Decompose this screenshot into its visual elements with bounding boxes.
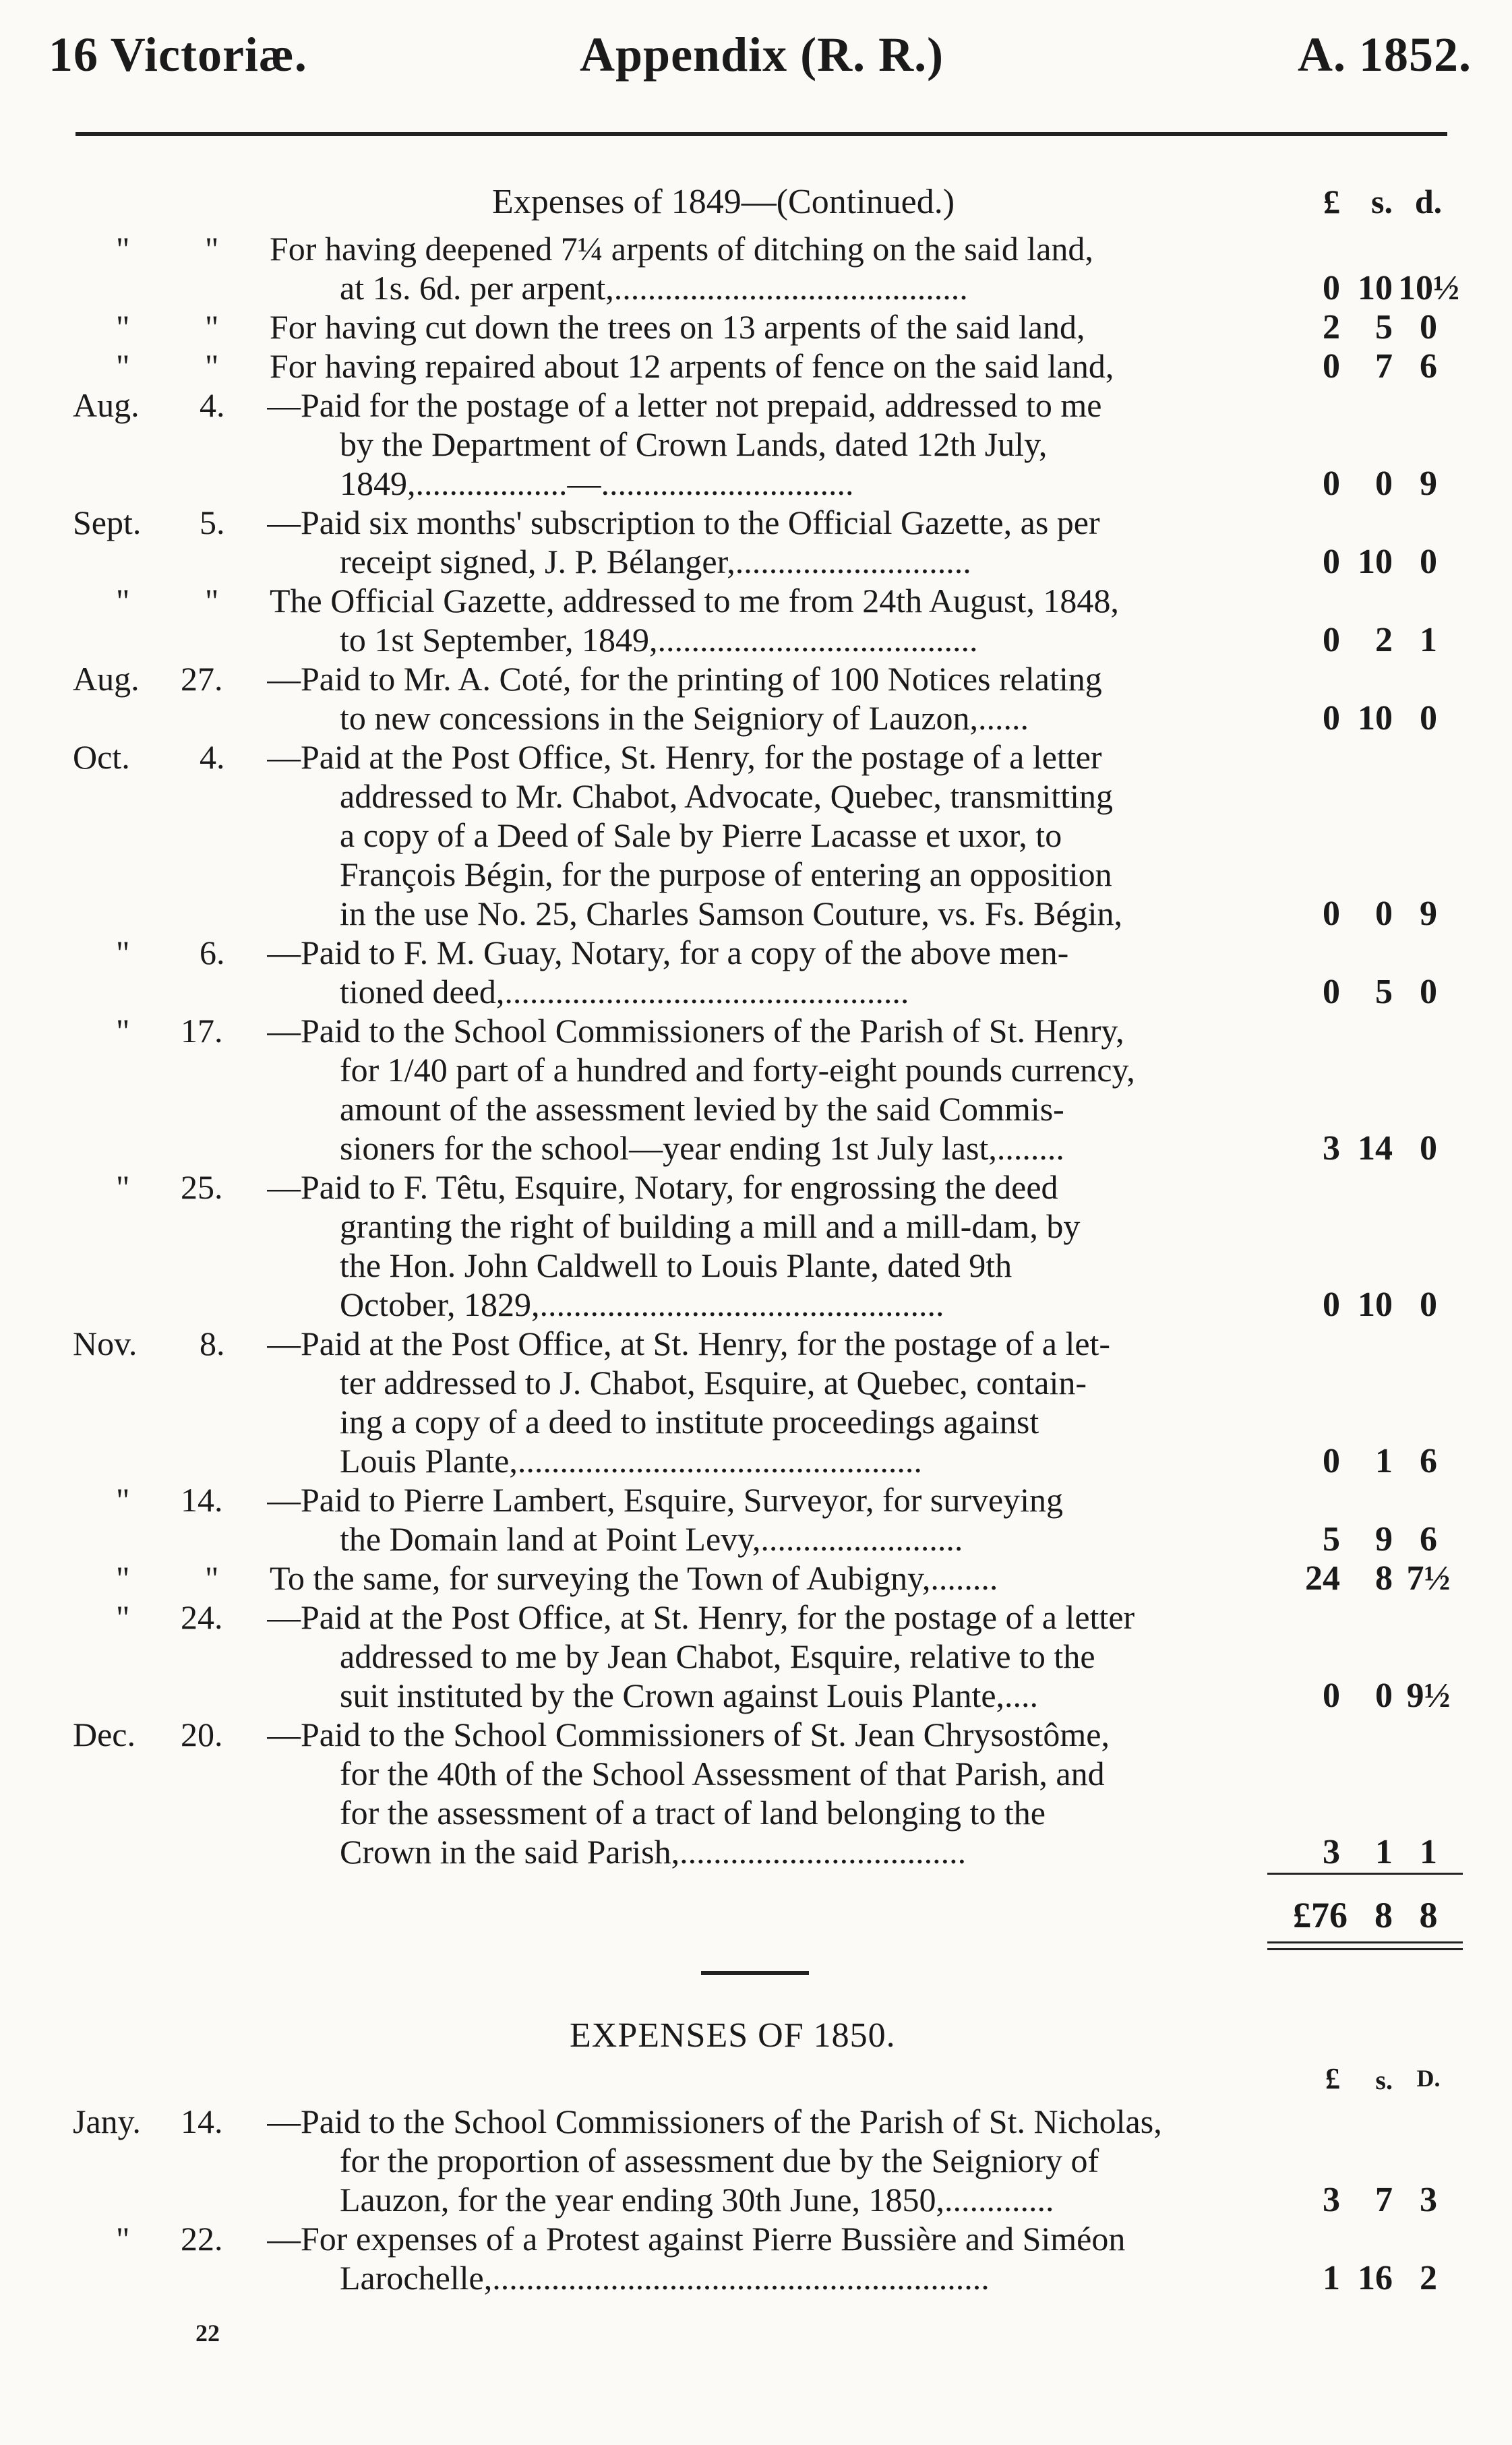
entry-line: —Paid to Mr. A. Coté, for the printing of 100 Notices relating <box>267 660 1102 698</box>
entry-description <box>267 1480 1261 1559</box>
section-heading-1850: EXPENSES OF 1850. <box>570 2016 896 2055</box>
amount-shillings: 5 <box>1375 973 1393 1011</box>
entry-day: " <box>205 347 219 385</box>
entry-line: —Paid to F. M. Guay, Notary, for a copy of the above men- <box>267 934 1069 971</box>
entry-description <box>267 2102 1261 2219</box>
entry-day: " <box>205 582 219 620</box>
entry-line: the Hon. John Caldwell to Louis Plante, dated 9th <box>340 1246 1012 1284</box>
entry-day: 14. <box>181 1481 223 1519</box>
amount-shillings: 2 <box>1375 621 1393 659</box>
entry-description <box>270 346 1261 386</box>
amount-pounds: 0 <box>1323 1442 1340 1480</box>
entry-day: 6. <box>200 934 225 971</box>
section-separator <box>701 1971 809 1975</box>
total-rule-bottom-2 <box>1267 1948 1463 1950</box>
amount-shillings: 8 <box>1375 1559 1393 1598</box>
entry-line: amount of the assessment levied by the said Commis- <box>340 1090 1064 1128</box>
amount-pounds: 3 <box>1323 1129 1340 1168</box>
entry-description <box>270 229 1261 307</box>
amount-pounds: 5 <box>1323 1520 1340 1559</box>
amount-pence: 9 <box>1420 895 1437 933</box>
entry-line: —Paid at the Post Office, St. Henry, for the postage of a letter <box>267 738 1102 776</box>
amount-pounds: 1 <box>1323 2259 1340 2297</box>
entry-month: Aug. <box>73 386 140 424</box>
entry-month: " <box>116 230 130 268</box>
amount-shillings: 1 <box>1375 1442 1393 1480</box>
entry-description <box>267 2219 1261 2297</box>
amount-shillings: 16 <box>1358 2259 1393 2297</box>
amount-pence: 6 <box>1420 1520 1437 1559</box>
entry-month: " <box>116 347 130 385</box>
entry-line: suit instituted by the Crown against Louis Plante,.... <box>340 1677 1039 1714</box>
entry-line: —Paid to F. Têtu, Esquire, Notary, for engrossing the deed <box>267 1168 1058 1206</box>
header-appendix: Appendix (R. R.) <box>580 28 944 82</box>
entry-line: ing a copy of a deed to institute proceedings against <box>340 1403 1039 1441</box>
amount-pounds: 24 <box>1305 1559 1340 1598</box>
entry-description <box>267 1324 1261 1480</box>
amount-shillings: 10 <box>1358 699 1393 737</box>
entry-line: at 1s. 6d. per arpent,.......................................... <box>340 269 968 307</box>
total-rule-top <box>1267 1873 1463 1875</box>
amount-pence: 0 <box>1420 308 1437 346</box>
entry-line: ter addressed to J. Chabot, Esquire, at Quebec, contain- <box>340 1364 1087 1401</box>
amount-pounds: 0 <box>1323 269 1340 307</box>
amount-pounds: 0 <box>1323 621 1340 659</box>
page-number: 22 <box>195 2320 220 2347</box>
entry-description <box>267 659 1261 737</box>
entry-line: for 1/40 part of a hundred and forty-eight pounds currency, <box>340 1051 1135 1089</box>
entry-month: " <box>116 308 130 346</box>
entry-line: tioned deed,................................................ <box>340 973 909 1010</box>
entry-line: October, 1829,................................................ <box>340 1286 944 1323</box>
amount-shillings: 9 <box>1375 1520 1393 1559</box>
entry-month: Jany. <box>73 2103 141 2140</box>
amount-shillings: 0 <box>1375 895 1393 933</box>
header-rule <box>75 132 1447 136</box>
amount-shillings: 10 <box>1358 543 1393 581</box>
entry-description <box>267 1168 1261 1324</box>
amount-shillings: 1 <box>1375 1833 1393 1871</box>
entry-description <box>270 1559 1261 1598</box>
entry-month: " <box>116 582 130 620</box>
col-pounds-head-1850: £ <box>1325 2062 1340 2095</box>
entry-description <box>267 386 1261 503</box>
entry-line: Louis Plante,................................................ <box>340 1442 922 1480</box>
amount-pence: 1 <box>1420 1833 1437 1871</box>
total-rule-bottom-1 <box>1267 1941 1463 1943</box>
entry-month: Oct. <box>73 738 130 776</box>
entry-day: " <box>205 308 219 346</box>
entry-day: 22. <box>181 2220 223 2258</box>
entry-line: —Paid to Pierre Lambert, Esquire, Surveyor, for surveying <box>267 1481 1064 1519</box>
amount-shillings: 0 <box>1375 1677 1393 1715</box>
amount-pence: 9 <box>1420 464 1437 503</box>
entry-line: —Paid to the School Commissioners of the Parish of St. Henry, <box>267 1012 1124 1050</box>
amount-shillings: 10 <box>1358 269 1393 307</box>
amount-pounds: 0 <box>1323 1286 1340 1324</box>
entry-line: —Paid for the postage of a letter not prepaid, addressed to me <box>267 386 1102 424</box>
amount-pounds: 0 <box>1323 347 1340 386</box>
entry-description <box>267 737 1261 933</box>
entry-month: Sept. <box>73 504 142 541</box>
amount-pounds: 0 <box>1323 973 1340 1011</box>
entry-line: the Domain land at Point Levy,........................ <box>340 1520 963 1558</box>
entry-line: for the proportion of assessment due by the Seigniory of <box>340 2142 1099 2179</box>
entry-line: —Paid at the Post Office, at St. Henry, for the postage of a let- <box>267 1325 1111 1362</box>
amount-pence: 7½ <box>1406 1559 1451 1598</box>
entry-line: by the Department of Crown Lands, dated 12th July, <box>340 425 1048 463</box>
entry-day: 27. <box>181 660 223 698</box>
entry-day: 17. <box>181 1012 223 1050</box>
entry-line: for the 40th of the School Assessment of that Parish, and <box>340 1755 1105 1792</box>
col-pounds-head: £ <box>1323 183 1340 220</box>
entry-line: For having repaired about 12 arpents of fence on the said land, <box>270 347 1114 385</box>
amount-pounds: 0 <box>1323 895 1340 933</box>
entry-line: —Paid at the Post Office, at St. Henry, for the postage of a letter <box>267 1598 1135 1636</box>
entry-line: Crown in the said Parish,.................................. <box>340 1833 967 1871</box>
entry-description <box>267 1598 1261 1715</box>
section-heading-1849: Expenses of 1849—(Continued.) <box>492 183 955 221</box>
amount-shillings: 14 <box>1358 1129 1393 1168</box>
entry-month: Aug. <box>73 660 140 698</box>
entry-line: Larochelle,........................................................... <box>340 2259 990 2297</box>
entry-description <box>267 503 1261 581</box>
entry-line: —Paid to the School Commissioners of the Parish of St. Nicholas, <box>267 2103 1162 2140</box>
amount-pence: 2 <box>1420 2259 1437 2297</box>
entry-line: The Official Gazette, addressed to me from 24th August, 1848, <box>270 582 1119 620</box>
entry-line: for the assessment of a tract of land belonging to the <box>340 1794 1046 1832</box>
amount-pounds: 0 <box>1323 543 1340 581</box>
amount-pounds: 3 <box>1323 2181 1340 2219</box>
entry-line: in the use No. 25, Charles Samson Couture, vs. Fs. Bégin, <box>340 895 1123 932</box>
entry-line: François Bégin, for the purpose of entering an opposition <box>340 855 1112 893</box>
entry-line: To the same, for surveying the Town of Aubigny,........ <box>270 1559 998 1597</box>
amount-pounds: 2 <box>1323 308 1340 346</box>
amount-shillings: 7 <box>1375 347 1393 386</box>
entry-line: receipt signed, J. P. Bélanger,............................ <box>340 543 971 580</box>
amount-pence: 1 <box>1420 621 1437 659</box>
total-shillings: 8 <box>1374 1895 1393 1935</box>
amount-pence: 0 <box>1420 543 1437 581</box>
entry-line: —For expenses of a Protest against Pierre Bussière and Siméon <box>267 2220 1126 2258</box>
entry-line: sioners for the school—year ending 1st July last,........ <box>340 1129 1064 1167</box>
col-pence-head: d. <box>1414 183 1443 220</box>
entry-line: addressed to me by Jean Chabot, Esquire, relative to the <box>340 1637 1095 1675</box>
entry-day: " <box>205 230 219 268</box>
entry-description <box>267 933 1261 1011</box>
entry-month: " <box>116 1559 130 1597</box>
entry-line: granting the right of building a mill and a mill-dam, by <box>340 1207 1081 1245</box>
entry-day: " <box>205 1559 219 1597</box>
entry-day: 20. <box>181 1716 223 1753</box>
entry-day: 4. <box>200 386 225 424</box>
entry-line: Lauzon, for the year ending 30th June, 1850,............. <box>340 2181 1054 2218</box>
entry-day: 8. <box>200 1325 225 1362</box>
amount-pounds: 0 <box>1323 699 1340 737</box>
entry-day: 24. <box>181 1598 223 1636</box>
entry-line: a copy of a Deed of Sale by Pierre Lacasse et uxor, to <box>340 816 1062 854</box>
amount-shillings: 0 <box>1375 464 1393 503</box>
col-pence-head-1850: D. <box>1416 2065 1441 2092</box>
amount-shillings: 5 <box>1375 308 1393 346</box>
entry-month: Nov. <box>73 1325 138 1362</box>
amount-pence: 0 <box>1420 699 1437 737</box>
entry-description <box>267 1011 1261 1168</box>
entry-month: " <box>116 934 130 971</box>
total-pence: 8 <box>1419 1895 1438 1935</box>
total-pounds: £76 <box>1293 1895 1348 1935</box>
amount-pounds: 0 <box>1323 464 1340 503</box>
amount-pence: 6 <box>1420 347 1437 386</box>
entry-line: For having cut down the trees on 13 arpents of the said land, <box>270 308 1085 346</box>
header-session: 16 Victoriæ. <box>49 28 307 82</box>
entry-description <box>267 1715 1261 1871</box>
entry-month: Dec. <box>73 1716 135 1753</box>
entry-line: For having deepened 7¼ arpents of ditching on the said land, <box>270 230 1093 268</box>
entry-line: to new concessions in the Seigniory of Lauzon,...... <box>340 699 1029 737</box>
header-year: A. 1852. <box>1298 28 1472 82</box>
entry-description <box>270 307 1261 346</box>
amount-pence: 0 <box>1420 1286 1437 1324</box>
entry-day: 14. <box>181 2103 223 2140</box>
col-shillings-head-1850: s. <box>1375 2065 1393 2095</box>
col-shillings-head: s. <box>1371 183 1393 220</box>
entry-line: addressed to Mr. Chabot, Advocate, Quebec, transmitting <box>340 777 1113 815</box>
entry-month: " <box>116 1168 130 1206</box>
amount-pounds: 0 <box>1323 1677 1340 1715</box>
entry-month: " <box>116 1598 130 1636</box>
entry-line: to 1st September, 1849,...................................... <box>340 621 978 659</box>
amount-pounds: 3 <box>1323 1833 1340 1871</box>
amount-shillings: 7 <box>1375 2181 1393 2219</box>
entry-day: 4. <box>200 738 225 776</box>
entry-description <box>270 581 1261 659</box>
entry-day: 25. <box>181 1168 223 1206</box>
entry-line: 1849,..................—.............................. <box>340 464 854 502</box>
amount-pence: 3 <box>1420 2181 1437 2219</box>
entry-line: —Paid six months' subscription to the Official Gazette, as per <box>267 504 1100 541</box>
entry-month: " <box>116 1012 130 1050</box>
amount-pence: 10½ <box>1398 269 1459 307</box>
entry-line: —Paid to the School Commissioners of St. Jean Chrysostôme, <box>267 1716 1110 1753</box>
entry-month: " <box>116 1481 130 1519</box>
entry-month: " <box>116 2220 130 2258</box>
amount-pence: 0 <box>1420 1129 1437 1168</box>
entry-day: 5. <box>200 504 225 541</box>
amount-pence: 9½ <box>1406 1677 1451 1715</box>
amount-pence: 0 <box>1420 973 1437 1011</box>
amount-pence: 6 <box>1420 1442 1437 1480</box>
amount-shillings: 10 <box>1358 1286 1393 1324</box>
